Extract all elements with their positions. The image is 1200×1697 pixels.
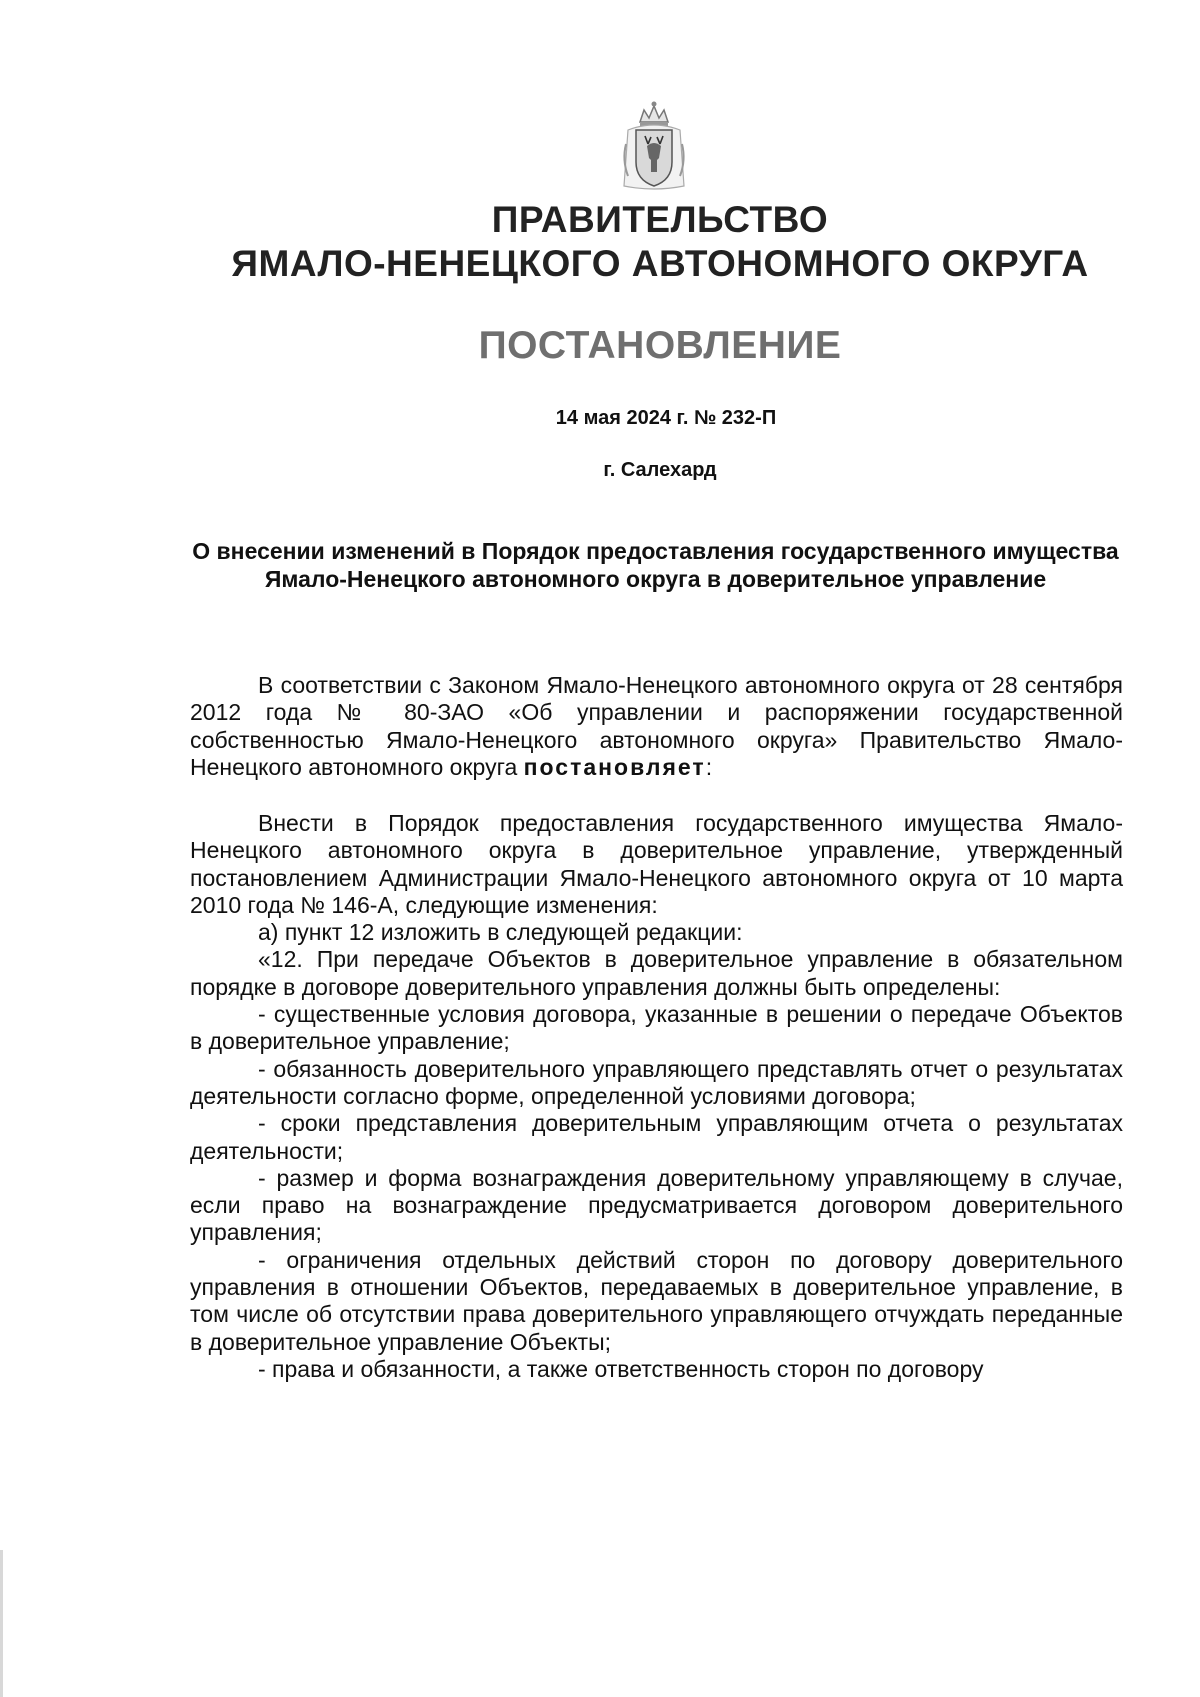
document-date-number: 14 мая 2024 г. № 232-П bbox=[555, 407, 777, 429]
list-item: - размер и форма вознаграждения доверительному управляющему в случае, если право на вознаграждение предусматривается договором доверительного управления; bbox=[190, 1164, 1123, 1246]
body-paragraph: Внести в Порядок предоставления государственного имущества Ямало-Ненецкого автономного округа в доверительное управление, утвержденный постановлением Администрации Ямало-Ненецкого автономного округа от 10 марта 2010 года № 146-А, следующие изменения: bbox=[190, 810, 1123, 918]
list-item: - ограничения отдельных действий сторон по договору доверительного управления в отношении Объектов, передаваемых в доверительное управление, в том числе об отсутствии права доверительного управляющего отчуждать переданные в доверительное управление Объекты; bbox=[190, 1246, 1123, 1355]
body-paragraph: а) пункт 12 изложить в следующей редакции: bbox=[258, 919, 743, 946]
body-paragraph: «12. При передаче Объектов в доверительное управление в обязательном порядке в договоре доверительного управления должны быть определены: bbox=[190, 946, 1123, 1000]
list-item: - сроки представления доверительным управляющим отчета о результатах деятельности; bbox=[190, 1110, 1123, 1164]
document-body bbox=[190, 810, 1123, 1383]
preamble-tail: : bbox=[705, 753, 713, 780]
preamble-emphasis: постановляет bbox=[523, 753, 706, 780]
list-item: - права и обязанности, а также ответственность сторон по договору bbox=[258, 1355, 984, 1382]
list-item: - существенные условия договора, указанные в решении о передаче Объектов в доверительное управление; bbox=[190, 1001, 1123, 1055]
document-city: г. Салехард bbox=[603, 459, 717, 481]
document-type: ПОСТАНОВЛЕНИЕ bbox=[478, 324, 842, 367]
government-name-line-1: ПРАВИТЕЛЬСТВО bbox=[491, 199, 829, 240]
preamble-paragraph bbox=[190, 672, 1123, 781]
yanao-coat-of-arms-icon bbox=[618, 100, 690, 194]
government-name-line-2: ЯМАЛО-НЕНЕЦКОГО АВТОНОМНОГО ОКРУГА bbox=[231, 243, 1089, 284]
preamble-text: В соответствии с Законом Ямало-Ненецкого автономного округа от 28 сентября 2012 года № 80-ЗАО «Об управлении и распоряжении государственной собственностью Ямало-Ненецкого автономного округа» Правительство Ямало-Ненецкого автономного округа bbox=[190, 672, 1123, 780]
scan-edge-artifact bbox=[0, 1550, 3, 1697]
document-subject: О внесении изменений в Порядок предоставления государственного имущества Ямало-Ненецкого автономного округа в доверительное управление bbox=[192, 538, 1119, 592]
preamble bbox=[190, 672, 1123, 781]
list-item: - обязанность доверительного управляющего представлять отчет о результатах деятельности согласно форме, определенной условиями договора; bbox=[190, 1055, 1123, 1109]
